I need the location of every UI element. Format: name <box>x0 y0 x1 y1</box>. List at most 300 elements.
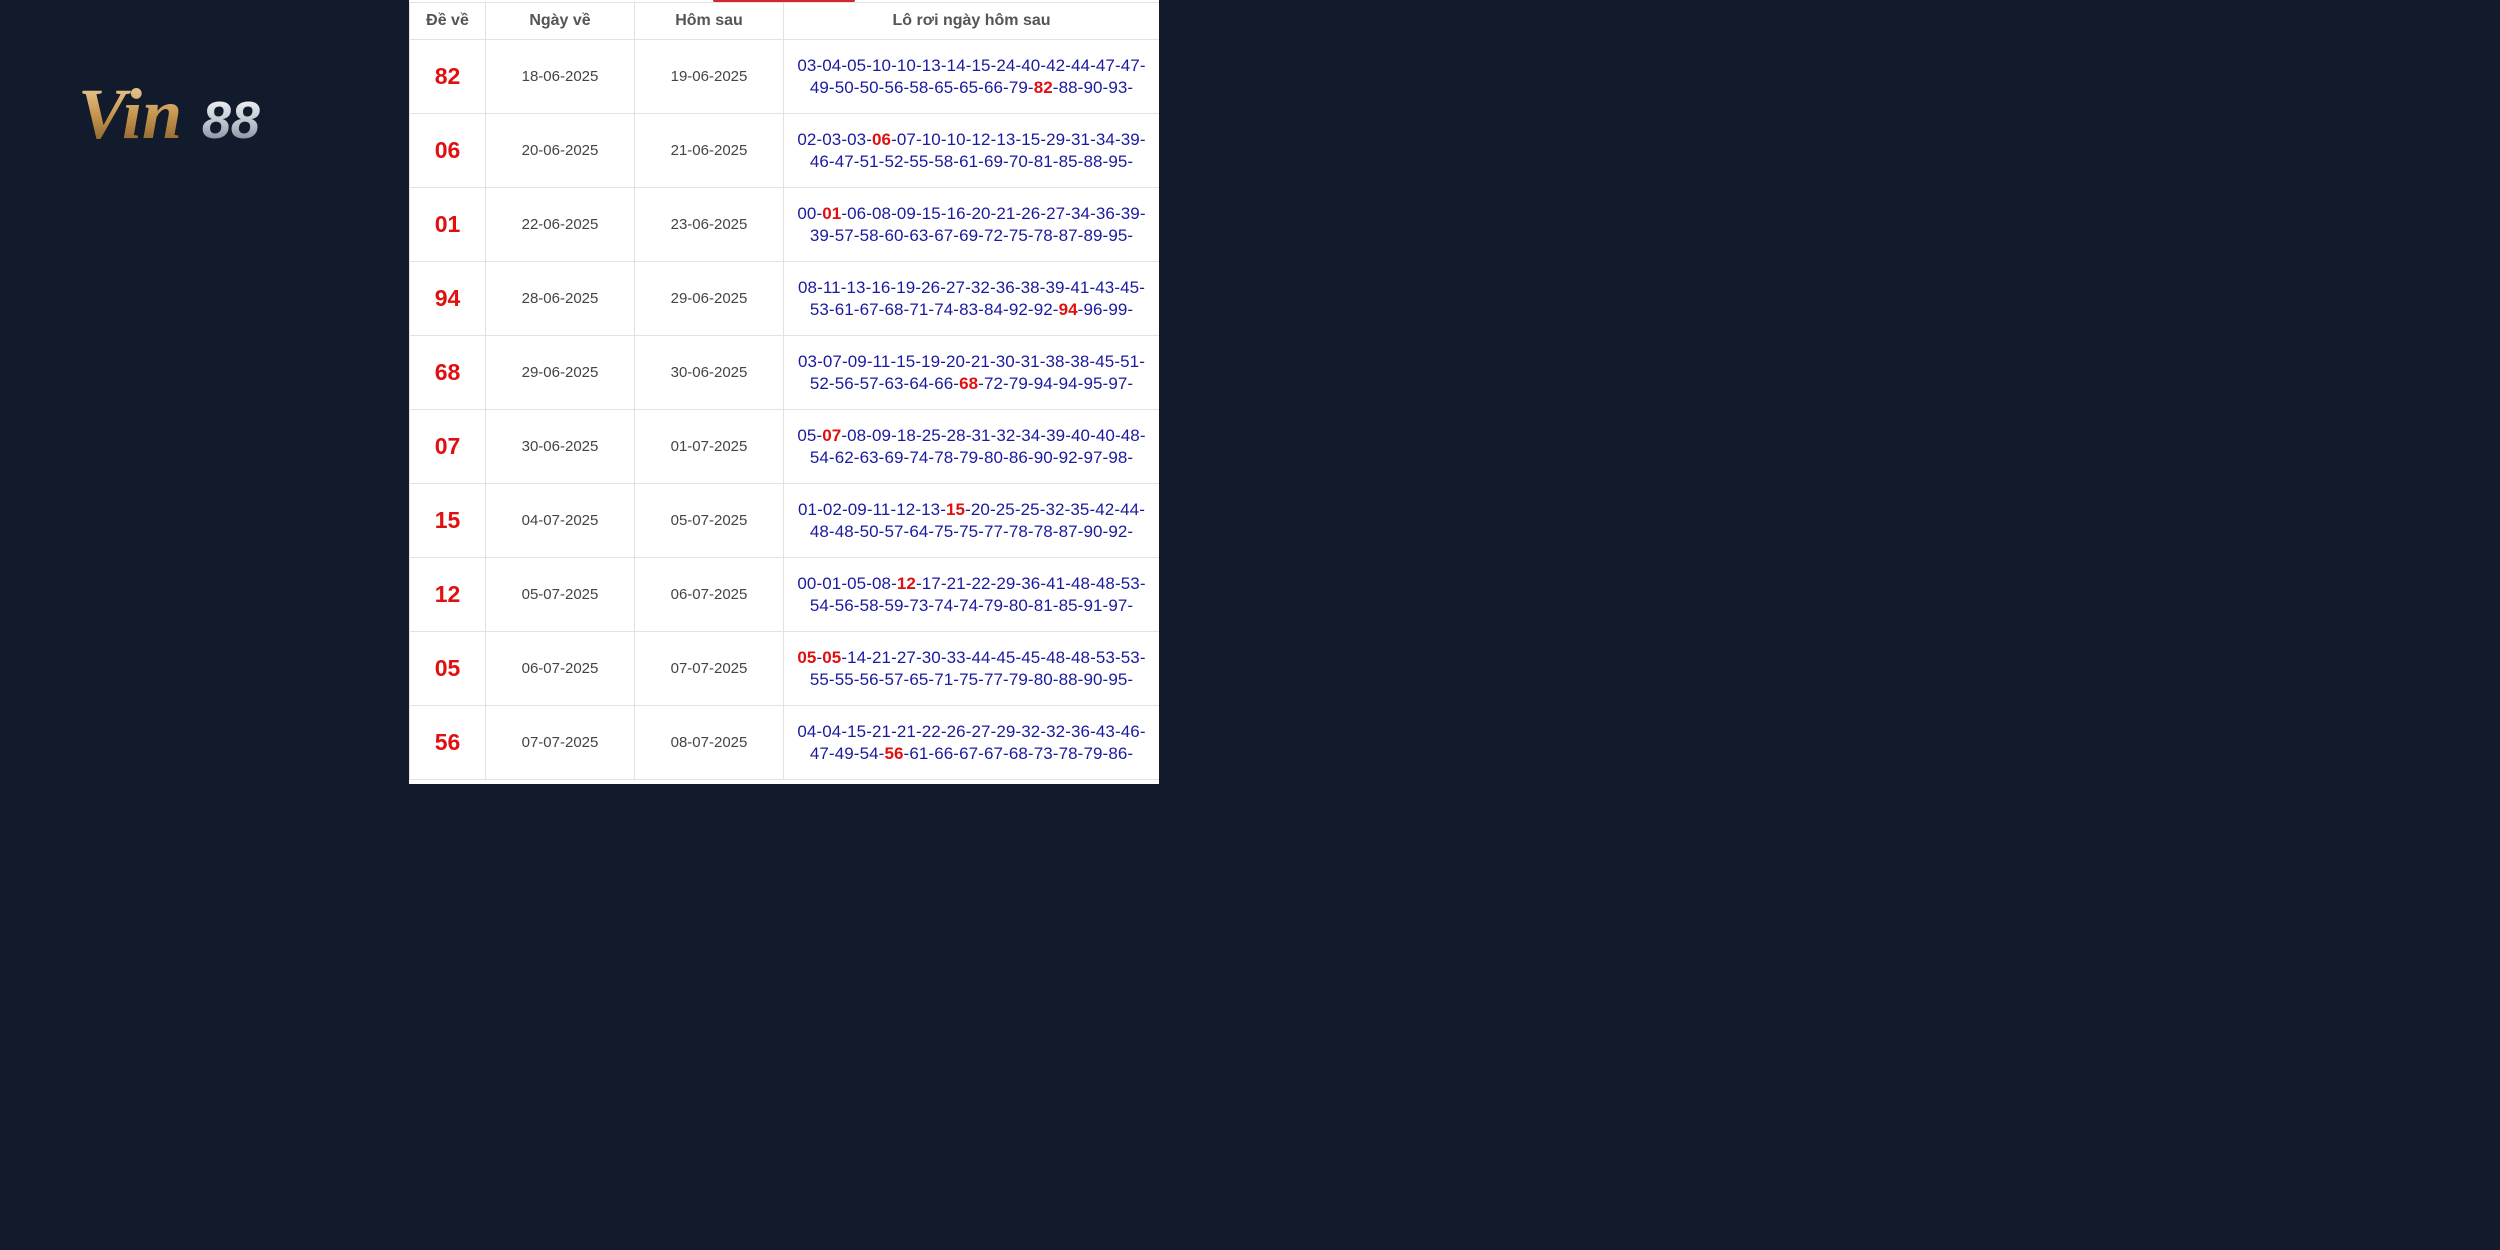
lo-number: 55 <box>809 669 829 689</box>
lo-number: 71 <box>934 669 954 689</box>
lo-number: 40 <box>1095 425 1115 445</box>
ngay-ve-date: 18-06-2025 <box>486 40 635 114</box>
lo-number: 11 <box>872 499 891 519</box>
lo-number: 48 <box>1071 647 1091 667</box>
lo-number: 15 <box>896 351 916 371</box>
lo-number: 59 <box>884 595 904 615</box>
lottery-table <box>409 2 1159 780</box>
header-de-ve: Đề về <box>410 3 486 40</box>
lo-number: 01 <box>822 203 842 223</box>
de-number: 01 <box>410 188 486 262</box>
lo-number: 00 <box>797 203 817 223</box>
lo-number: 74 <box>934 595 954 615</box>
lo-number: 66 <box>934 743 954 763</box>
lo-roi-numbers: 03-04-05-10-10-13-14-15-24-40-42-44-47-47-49-50-50-56-58-65-65-66-79-82-88-90-93- <box>784 40 1160 114</box>
lo-number: 88 <box>1058 669 1078 689</box>
lo-number: 55 <box>834 669 854 689</box>
table-row <box>410 114 1160 188</box>
lo-number: 05 <box>822 647 842 667</box>
ngay-ve-date: 05-07-2025 <box>486 558 635 632</box>
lo-number: 03 <box>797 55 817 75</box>
lo-number: 44 <box>1120 499 1140 519</box>
table-header-row <box>410 3 1160 40</box>
lo-number: 39 <box>1120 203 1140 223</box>
lo-number: 69 <box>884 447 904 467</box>
lo-number: 09 <box>872 425 892 445</box>
lo-number: 08 <box>872 203 892 223</box>
lo-number: 95 <box>1083 373 1103 393</box>
lo-number: 77 <box>983 521 1004 541</box>
lo-number: 31 <box>1071 129 1091 149</box>
lo-number: 74 <box>934 299 954 319</box>
lo-number: 67 <box>859 299 879 319</box>
lo-number: 13 <box>921 499 941 519</box>
lo-number: 15 <box>847 721 867 741</box>
lo-number: 79 <box>1008 669 1028 689</box>
lo-number: 78 <box>1033 521 1053 541</box>
lo-number: 63 <box>909 225 929 245</box>
lo-number: 36 <box>1095 203 1115 223</box>
lo-number: 43 <box>1095 721 1115 741</box>
lo-number: 90 <box>1033 447 1053 467</box>
lo-number: 11 <box>822 277 841 297</box>
hom-sau-date: 07-07-2025 <box>635 632 784 706</box>
lo-number: 12 <box>896 499 916 519</box>
lo-number: 35 <box>1070 499 1090 519</box>
lo-number: 92 <box>1058 447 1078 467</box>
lo-number: 02 <box>797 129 817 149</box>
lo-number: 61 <box>834 299 854 319</box>
lo-number: 91 <box>1083 595 1103 615</box>
table-row <box>410 40 1160 114</box>
lo-number: 05 <box>797 425 817 445</box>
lo-number: 88 <box>1083 151 1103 171</box>
lo-number: 72 <box>983 225 1004 245</box>
lo-number: 21 <box>970 351 990 371</box>
lo-number: 39 <box>1120 129 1140 149</box>
lo-number: 25 <box>1020 499 1040 519</box>
lo-number: 27 <box>896 647 916 667</box>
lo-number: 22 <box>971 573 991 593</box>
lo-number: 44 <box>1071 55 1091 75</box>
hom-sau-date: 05-07-2025 <box>635 484 784 558</box>
lo-number: 75 <box>959 521 979 541</box>
lo-number: 04 <box>822 55 842 75</box>
lo-number: 86 <box>1008 447 1028 467</box>
lo-number: 73 <box>1033 743 1053 763</box>
lo-number: 39 <box>1046 425 1066 445</box>
lo-number: 29 <box>996 573 1016 593</box>
lo-number: 79 <box>1083 743 1103 763</box>
lo-number: 16 <box>871 277 891 297</box>
lo-number: 78 <box>1033 225 1053 245</box>
table-body <box>410 40 1160 780</box>
de-number: 05 <box>410 632 486 706</box>
lo-number: 95 <box>1108 225 1128 245</box>
lo-number: 34 <box>1021 425 1041 445</box>
lo-number: 06 <box>872 129 892 149</box>
lo-number: 56 <box>859 669 879 689</box>
lo-number: 56 <box>834 373 854 393</box>
lo-number: 30 <box>921 647 941 667</box>
lo-number: 65 <box>934 77 954 97</box>
lo-number: 67 <box>983 743 1004 763</box>
lo-number: 67 <box>934 225 954 245</box>
lo-number: 18 <box>896 425 916 445</box>
lo-number: 31 <box>1020 351 1040 371</box>
lo-number: 65 <box>959 77 979 97</box>
lo-roi-numbers: 05-05-14-21-27-30-33-44-45-45-48-48-53-53-55-55-56-57-65-71-75-77-79-80-88-90-95- <box>784 632 1160 706</box>
lo-number: 46 <box>809 151 829 171</box>
lo-number: 09 <box>896 203 916 223</box>
lo-roi-numbers: 00-01-05-08-12-17-21-22-29-36-41-48-48-53-54-56-58-59-73-74-74-79-80-81-85-91-97- <box>784 558 1160 632</box>
lo-number: 32 <box>996 425 1016 445</box>
lo-number: 66 <box>934 373 954 393</box>
table-row <box>410 188 1160 262</box>
lo-number: 69 <box>959 225 979 245</box>
lo-number: 49 <box>834 743 854 763</box>
de-number: 12 <box>410 558 486 632</box>
table-row <box>410 410 1160 484</box>
lo-number: 25 <box>921 425 941 445</box>
lo-number: 52 <box>809 373 829 393</box>
lo-number: 96 <box>1083 299 1103 319</box>
lo-number: 95 <box>1108 669 1128 689</box>
lo-number: 19 <box>896 277 916 297</box>
lo-number: 29 <box>996 721 1016 741</box>
lo-number: 56 <box>884 77 904 97</box>
lo-number: 21 <box>996 203 1016 223</box>
lo-number: 63 <box>859 447 879 467</box>
ngay-ve-date: 22-06-2025 <box>486 188 635 262</box>
lo-number: 86 <box>1108 743 1128 763</box>
lo-number: 81 <box>1033 595 1053 615</box>
ngay-ve-date: 06-07-2025 <box>486 632 635 706</box>
lo-number: 84 <box>983 299 1004 319</box>
lo-number: 03 <box>798 351 818 371</box>
lo-number: 39 <box>809 225 829 245</box>
lo-number: 07 <box>896 129 916 149</box>
lo-number: 47 <box>1120 55 1140 75</box>
lo-number: 05 <box>797 647 817 667</box>
lo-number: 58 <box>859 225 879 245</box>
lo-number: 15 <box>946 499 966 519</box>
lo-number: 24 <box>996 55 1016 75</box>
lo-number: 68 <box>959 373 979 393</box>
lo-number: 50 <box>859 77 879 97</box>
lo-number: 46 <box>1120 721 1140 741</box>
lo-number: 07 <box>822 425 842 445</box>
lo-number: 32 <box>1045 499 1065 519</box>
lo-number: 32 <box>1046 721 1066 741</box>
lo-number: 79 <box>983 595 1004 615</box>
lo-number: 04 <box>797 721 817 741</box>
ngay-ve-date: 07-07-2025 <box>486 706 635 780</box>
lo-number: 06 <box>847 203 867 223</box>
lo-number: 89 <box>1083 225 1103 245</box>
lo-number: 16 <box>946 203 966 223</box>
lo-roi-numbers: 05-07-08-09-18-25-28-31-32-34-39-40-40-48-54-62-63-69-74-78-79-80-86-90-92-97-98- <box>784 410 1160 484</box>
lo-number: 01 <box>798 499 818 519</box>
header-lo-roi: Lô rơi ngày hôm sau <box>784 3 1160 40</box>
lo-number: 19 <box>921 351 941 371</box>
logo-text-vin: Vin <box>78 74 183 152</box>
hom-sau-date: 06-07-2025 <box>635 558 784 632</box>
lo-number: 10 <box>896 55 916 75</box>
table-row <box>410 262 1160 336</box>
lo-number: 98 <box>1108 447 1128 467</box>
lo-number: 79 <box>1008 373 1028 393</box>
lo-roi-numbers: 01-02-09-11-12-13-15-20-25-25-32-35-42-44-48-48-50-57-64-75-75-77-78-78-87-90-92- <box>784 484 1160 558</box>
lo-number: 51 <box>859 151 879 171</box>
lo-number: 15 <box>971 55 991 75</box>
lo-number: 70 <box>1008 151 1028 171</box>
lo-number: 47 <box>809 743 829 763</box>
lo-number: 78 <box>934 447 954 467</box>
lo-number: 60 <box>884 225 904 245</box>
lo-number: 21 <box>872 721 892 741</box>
lo-number: 36 <box>1071 721 1091 741</box>
lo-number: 21 <box>946 573 966 593</box>
lo-number: 20 <box>946 351 966 371</box>
lo-number: 54 <box>859 743 879 763</box>
hom-sau-date: 23-06-2025 <box>635 188 784 262</box>
ngay-ve-date: 20-06-2025 <box>486 114 635 188</box>
lo-number: 58 <box>859 595 879 615</box>
vin88-logo <box>76 72 306 152</box>
lo-roi-numbers: 08-11-13-16-19-26-27-32-36-38-39-41-43-45-53-61-67-68-71-74-83-84-92-92-94-96-99- <box>784 262 1160 336</box>
lo-number: 14 <box>946 55 966 75</box>
lo-number: 41 <box>1046 573 1066 593</box>
lo-number: 80 <box>1008 595 1028 615</box>
lo-number: 50 <box>859 521 879 541</box>
lo-number: 47 <box>834 151 854 171</box>
lo-number: 26 <box>921 277 941 297</box>
lo-number: 48 <box>1120 425 1140 445</box>
lo-number: 09 <box>847 499 867 519</box>
lo-number: 47 <box>1095 55 1115 75</box>
lo-number: 68 <box>884 299 904 319</box>
results-panel <box>409 0 1159 784</box>
lo-number: 79 <box>1008 77 1028 97</box>
header-ngay-ve: Ngày về <box>486 3 635 40</box>
lo-number: 95 <box>1108 151 1128 171</box>
lo-number: 48 <box>1095 573 1115 593</box>
lo-number: 41 <box>1070 277 1090 297</box>
hom-sau-date: 30-06-2025 <box>635 336 784 410</box>
lo-number: 61 <box>909 743 929 763</box>
lo-number: 93 <box>1108 77 1128 97</box>
lo-number: 85 <box>1058 151 1078 171</box>
lo-roi-numbers: 04-04-15-21-21-22-26-27-29-32-32-36-43-46-47-49-54-56-61-66-67-67-68-73-78-79-86- <box>784 706 1160 780</box>
lo-number: 80 <box>983 447 1004 467</box>
lo-number: 58 <box>909 77 929 97</box>
lo-number: 45 <box>996 647 1016 667</box>
lo-number: 94 <box>1058 299 1078 319</box>
lo-number: 52 <box>884 151 904 171</box>
lo-number: 10 <box>921 129 941 149</box>
lo-number: 92 <box>1008 299 1028 319</box>
lo-number: 48 <box>809 521 829 541</box>
lo-number: 25 <box>995 499 1015 519</box>
lo-number: 90 <box>1083 669 1103 689</box>
lo-number: 05 <box>847 55 867 75</box>
lo-number: 26 <box>946 721 966 741</box>
lo-number: 11 <box>872 351 891 371</box>
lo-number: 75 <box>959 669 979 689</box>
table-row <box>410 632 1160 706</box>
lo-number: 07 <box>822 351 842 371</box>
lo-number: 53 <box>809 299 829 319</box>
lo-number: 36 <box>1021 573 1041 593</box>
lo-number: 78 <box>1008 521 1028 541</box>
lo-number: 42 <box>1095 499 1115 519</box>
lo-number: 75 <box>1008 225 1028 245</box>
lo-number: 64 <box>909 521 929 541</box>
table-row <box>410 484 1160 558</box>
table-row <box>410 558 1160 632</box>
hom-sau-date: 01-07-2025 <box>635 410 784 484</box>
lo-number: 51 <box>1120 351 1140 371</box>
de-number: 82 <box>410 40 486 114</box>
lo-number: 00 <box>797 573 817 593</box>
lo-number: 79 <box>959 447 979 467</box>
lo-number: 05 <box>847 573 867 593</box>
lo-number: 12 <box>896 573 916 593</box>
lo-number: 85 <box>1058 595 1078 615</box>
lo-number: 10 <box>872 55 892 75</box>
de-number: 06 <box>410 114 486 188</box>
lo-number: 45 <box>1095 351 1115 371</box>
lo-number: 31 <box>971 425 991 445</box>
lo-number: 09 <box>847 351 867 371</box>
lo-number: 33 <box>946 647 966 667</box>
lo-number: 67 <box>959 743 979 763</box>
de-number: 56 <box>410 706 486 780</box>
table-row <box>410 336 1160 410</box>
lo-number: 53 <box>1095 647 1115 667</box>
lo-number: 39 <box>1045 277 1065 297</box>
lo-number: 75 <box>934 521 954 541</box>
lo-number: 87 <box>1058 225 1078 245</box>
lo-number: 56 <box>884 743 904 763</box>
lo-number: 63 <box>884 373 904 393</box>
lo-number: 44 <box>971 647 991 667</box>
lo-number: 92 <box>1033 299 1053 319</box>
lo-number: 32 <box>970 277 990 297</box>
lo-number: 15 <box>921 203 941 223</box>
lo-number: 71 <box>909 299 929 319</box>
lo-number: 73 <box>909 595 929 615</box>
lo-number: 54 <box>809 447 829 467</box>
lo-number: 50 <box>834 77 854 97</box>
lo-number: 10 <box>946 129 966 149</box>
lo-number: 81 <box>1033 151 1053 171</box>
lo-number: 56 <box>834 595 854 615</box>
lo-number: 13 <box>996 129 1016 149</box>
lo-number: 32 <box>1021 721 1041 741</box>
lo-number: 12 <box>971 129 991 149</box>
lo-number: 40 <box>1021 55 1041 75</box>
lo-number: 38 <box>1020 277 1040 297</box>
lo-number: 78 <box>1058 743 1078 763</box>
lo-number: 27 <box>971 721 991 741</box>
lo-number: 53 <box>1120 573 1140 593</box>
lo-number: 97 <box>1108 595 1128 615</box>
lo-number: 62 <box>834 447 854 467</box>
lo-number: 01 <box>822 573 842 593</box>
lo-number: 58 <box>934 151 954 171</box>
lo-number: 36 <box>995 277 1015 297</box>
lo-number: 87 <box>1058 521 1078 541</box>
lo-number: 64 <box>909 373 929 393</box>
lo-number: 48 <box>1046 647 1066 667</box>
lo-number: 08 <box>872 573 892 593</box>
logo-text-88: 88 <box>202 92 260 150</box>
lo-number: 43 <box>1095 277 1115 297</box>
ngay-ve-date: 30-06-2025 <box>486 410 635 484</box>
lo-number: 13 <box>846 277 866 297</box>
lo-number: 99 <box>1108 299 1128 319</box>
lo-number: 15 <box>1021 129 1041 149</box>
lo-number: 30 <box>995 351 1015 371</box>
de-number: 07 <box>410 410 486 484</box>
lo-number: 57 <box>859 373 879 393</box>
lo-number: 40 <box>1071 425 1091 445</box>
lo-number: 29 <box>1046 129 1066 149</box>
lo-number: 13 <box>921 55 941 75</box>
table-row <box>410 706 1160 780</box>
lo-number: 42 <box>1046 55 1066 75</box>
lo-number: 90 <box>1083 77 1103 97</box>
lo-number: 26 <box>1021 203 1041 223</box>
lo-number: 48 <box>1071 573 1091 593</box>
lo-number: 49 <box>809 77 829 97</box>
lo-number: 92 <box>1108 521 1128 541</box>
lo-number: 65 <box>909 669 929 689</box>
lo-number: 03 <box>847 129 867 149</box>
lo-number: 88 <box>1058 77 1078 97</box>
lo-number: 55 <box>909 151 929 171</box>
hom-sau-date: 08-07-2025 <box>635 706 784 780</box>
lo-number: 54 <box>809 595 829 615</box>
lo-number: 38 <box>1070 351 1090 371</box>
lo-number: 45 <box>1021 647 1041 667</box>
lo-number: 94 <box>1058 373 1078 393</box>
de-number: 15 <box>410 484 486 558</box>
lo-number: 83 <box>959 299 979 319</box>
ngay-ve-date: 04-07-2025 <box>486 484 635 558</box>
lo-number: 72 <box>983 373 1004 393</box>
lo-number: 27 <box>946 277 966 297</box>
ngay-ve-date: 28-06-2025 <box>486 262 635 336</box>
lo-roi-numbers: 02-03-03-06-07-10-10-12-13-15-29-31-34-39-46-47-51-52-55-58-61-69-70-81-85-88-95- <box>784 114 1160 188</box>
lo-number: 38 <box>1045 351 1065 371</box>
lo-number: 74 <box>959 595 979 615</box>
lo-number: 08 <box>798 277 818 297</box>
lo-number: 27 <box>1046 203 1066 223</box>
header-hom-sau: Hôm sau <box>635 3 784 40</box>
lo-number: 14 <box>847 647 867 667</box>
lo-number: 57 <box>834 225 854 245</box>
lo-number: 17 <box>921 573 941 593</box>
lo-number: 28 <box>946 425 966 445</box>
lo-number: 82 <box>1033 77 1053 97</box>
lo-number: 03 <box>822 129 842 149</box>
lo-number: 94 <box>1033 373 1053 393</box>
lo-number: 20 <box>971 203 991 223</box>
lo-number: 53 <box>1120 647 1140 667</box>
